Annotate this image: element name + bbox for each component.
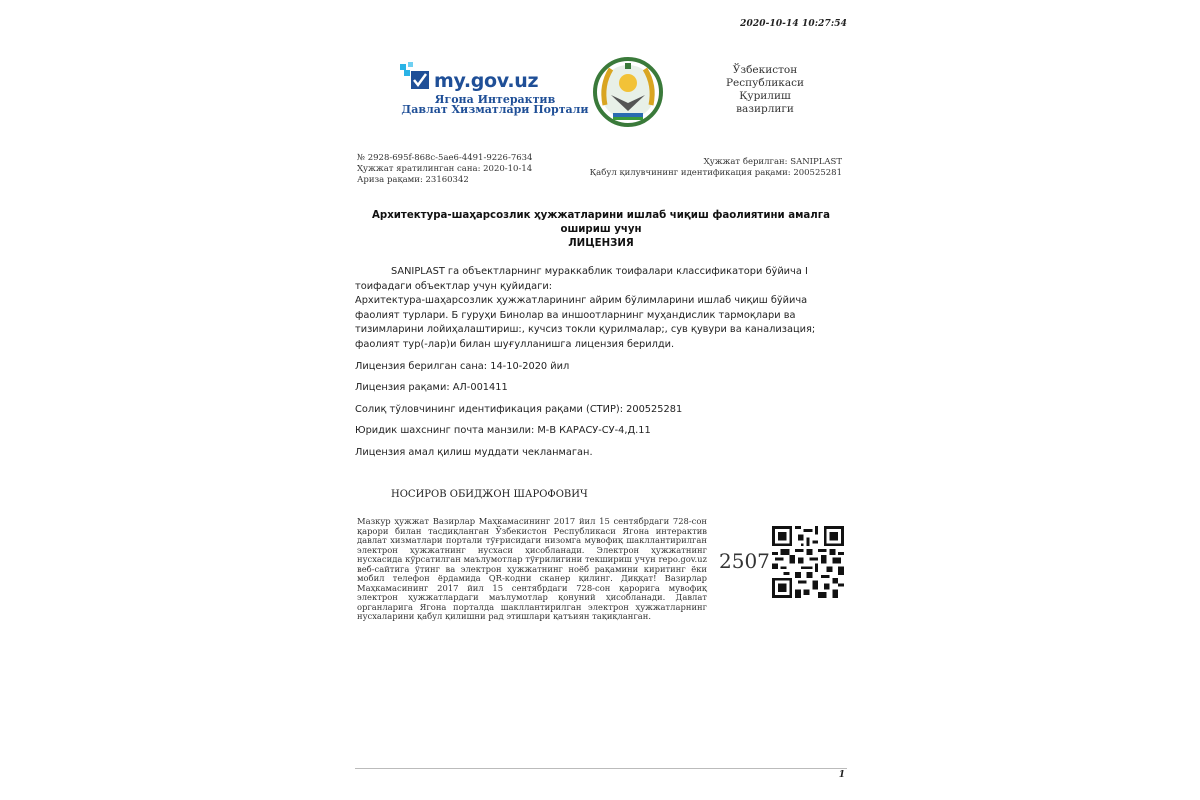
title-line1: Архитектура-шаҳарсозлик ҳужжатларини ишлаб чиқиш фаолиятини амалга ошириш учун — [372, 210, 830, 235]
issue-date: Лицензия берилган сана: 14-10-2020 йил — [355, 360, 570, 372]
ministry-line3: Қурилиш вазирлиги — [736, 90, 794, 115]
portal-subtitle-line2: Давлат Хизматлари Портали — [401, 103, 589, 116]
document-title — [355, 209, 847, 251]
license-number: Лицензия рақами: АЛ-001411 — [355, 382, 508, 394]
document-meta-left — [357, 153, 532, 186]
ministry-name — [712, 64, 818, 116]
postal-address: Юридик шахснинг почта манзили: М-В КАРАСУ-СУ-4,Д.11 — [355, 425, 651, 437]
verification-code: 2507 — [719, 549, 770, 573]
tax-id: Солиқ тўловчининг идентификация рақами (СТИР): 200525281 — [355, 403, 683, 415]
print-timestamp: 2020-10-14 10:27:54 — [740, 19, 847, 29]
portal-subtitle-line1: Ягона Интерактив — [434, 93, 556, 106]
qr-code-icon[interactable] — [772, 526, 844, 598]
check-mark-icon — [400, 62, 430, 92]
state-emblem-icon — [591, 55, 665, 129]
document-body — [355, 265, 847, 461]
title-line2: ЛИЦЕНЗИЯ — [568, 238, 634, 249]
application-number: Ариза рақами: 23160342 — [357, 175, 469, 185]
body-paragraph-1: SANIPLAST га объектларнинг мураккаблик тоифалари классификатори бўйича I тоифадаги объектлар учун қуйидаги: — [355, 266, 808, 292]
created-date: Ҳужжат яратилинган сана: 2020-10-14 — [357, 164, 533, 174]
ministry-line2: Республикаси — [725, 77, 805, 89]
validity-period: Лицензия амал қилиш муддати чекланмаган. — [355, 446, 593, 458]
footer-divider — [355, 768, 847, 769]
page-number: 1 — [838, 770, 845, 780]
portal-domain: my.gov.uz — [434, 70, 539, 92]
legal-notice: Мазкур ҳужжат Вазирлар Маҳкамасининг 2017 йил 15 сентябрдаги 728-сон қарори билан тасдиқланган Ўзбекистон Республикаси Ягона интерактив давлат хизматлари портали тўғрисидаги низомга мувофиқ шакллантирилган электрон ҳужжатнинг нусхаси ҳисобланади. Электрон ҳужжатнинг нусхасида кўрсатилган маълумотлар тўғрилигини текшириш учун repo.gov.uz веб-сайтига ўтинг ва электрон ҳужжатнинг ноёб рақамини киритинг ёки мобил телефон ёрдамида QR-кодни сканер қилинг. Диққат! Вазирлар Маҳкамасининг 2017 йил 15 сентябрдаги 728-сон қарорига мувофиқ электрон ҳужжатлардаги маълумотлар қонуний ҳисобланади. Давлат органларига Ягона порталда шакллантирилган электрон ҳужжатларнинг нусхаларини қабул қилишни рад этишлари қатъиян тақиқланган. — [357, 516, 707, 621]
document-page — [355, 0, 847, 800]
signer-name: НОСИРОВ ОБИДЖОН ШАРОФОВИЧ — [391, 489, 588, 500]
document-meta-right — [590, 157, 842, 179]
recipient-id: Қабул қилувчининг идентификация рақами: 200525281 — [589, 168, 842, 178]
body-paragraph-2: Архитектура-шаҳарсозлик ҳужжатларининг айрим бўлимларини ишлаб чиқиш бўйича фаолият турлари. Б гуруҳи Бинолар ва иншоотларнинг муҳандислик тармоқлари ва тизимларини лойиҳалаштириш:, кучсиз токли қурилмалар;, сув қувури ва канализация; фаолият тур(-лар)и билан шуғулланишга лицензия берилди. — [355, 295, 816, 350]
issued-to: Ҳужжат берилган: SANIPLAST — [703, 157, 842, 167]
document-number: № 2928-695f-868c-5ae6-4491-9226-7634 — [357, 153, 533, 163]
portal-logo — [400, 62, 590, 122]
ministry-line1: Ўзбекистон — [732, 64, 798, 76]
